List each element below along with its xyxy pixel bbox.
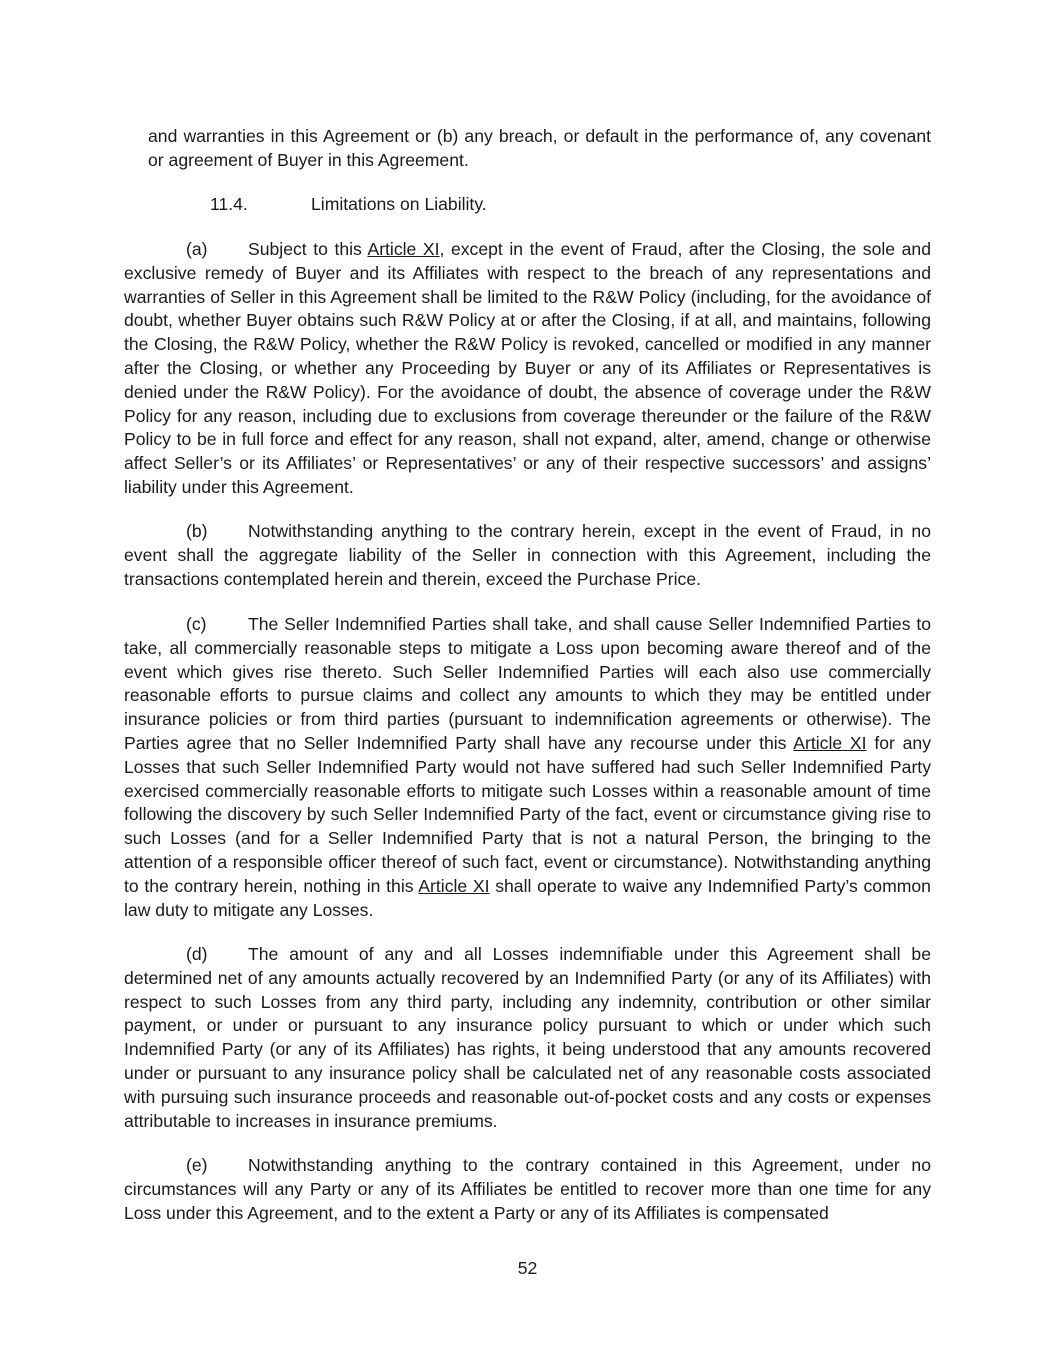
section-title: Limitations on Liability. <box>311 194 487 214</box>
page-number: 52 <box>517 1258 538 1278</box>
section-number: 11.4. <box>210 194 248 214</box>
paragraph-b-label: (b) <box>186 521 208 541</box>
paragraph-d-text: The amount of any and all Losses indemnifiable under this Agreement shall be determined net of any amounts actually recovered by an Indemnified Party (or any of its Affiliates) with respect to such Losses from any third party, including any indemnity, contribution or other similar payment, or under or pursuant to any insurance policy pursuant to which or under which such Indemnified Party (or any of its Affiliates) has rights, it being understood that any amounts recovered under or pursuant to any insurance policy shall be calculated net of any reasonable costs associated with pursuing such insurance proceeds and reasonable out-of-pocket costs and any costs or expenses attributable to increases in insurance premiums. <box>124 944 931 1131</box>
paragraph-e <box>124 1154 931 1225</box>
paragraph-b-text: Notwithstanding anything to the contrary herein, except in the event of Fraud, in no event shall the aggregate liability of the Seller in connection with this Agreement, including the transactions contemplated herein and therein, exceed the Purchase Price. <box>124 521 931 589</box>
paragraph-e-text: Notwithstanding anything to the contrary contained in this Agreement, under no circumstances will any Party or any of its Affiliates be entitled to recover more than one time for any Loss under this Agreement, and to the extent a Party or any of its Affiliates is compensated <box>124 1155 931 1223</box>
article-xi-link[interactable]: Article XI <box>793 732 867 753</box>
paragraph-c <box>124 613 931 922</box>
paragraph-a <box>124 238 931 500</box>
paragraph-b <box>124 520 931 591</box>
paragraph-a-label: (a) <box>186 239 208 259</box>
article-xi-link[interactable]: Article XI <box>367 239 440 259</box>
paragraph-e-label: (e) <box>186 1155 208 1175</box>
paragraph-d-label: (d) <box>186 944 208 964</box>
paragraph-c-text-pre: The Seller Indemnified Parties shall take, and shall cause Seller Indemnified Parties to take, all commercially reasonable steps to mitigate a Loss upon becoming aware thereof and of the event which gives rise thereto. Such Seller Indemnified Parties will each also use commercially reasonable efforts to pursue claims and collect any amounts to which they may be entitled under insurance policies or from third parties (pursuant to indemnification agreements or otherwise). The Parties agree that no Seller Indemnified Party shall have any recourse under this <box>124 614 931 753</box>
paragraph-a-text-post: , except in the event of Fraud, after the Closing, the sole and exclusive remedy of Buyer and its Affiliates with respect to the breach of any representations and warranties of Seller in this Agreement shall be limited to the R&W Policy (including, for the avoidance of doubt, whether Buyer obtains such R&W Policy at or after the Closing, if at all, and maintains, following the Closing, the R&W Policy, whether the R&W Policy is revoked, cancelled or modified in any manner after the Closing, or whether any Proceeding by Buyer or any of its Affiliates or Representatives is denied under the R&W Policy). For the avoidance of doubt, the absence of coverage under the R&W Policy for any reason, including due to exclusions from coverage thereunder or the failure of the R&W Policy to be in full force and effect for any reason, shall not expand, alter, amend, change or otherwise affect Seller’s or its Affiliates’ or Representatives’ or any of their respective successors’ and assigns’ liability under this Agreement. <box>124 239 931 497</box>
paragraph-c-text-mid: for any Losses that such Seller Indemnified Party would not have suffered had such Seller Indemnified Party exercised commercially reasonable efforts to mitigate such Losses within a reasonable amount of time following the discovery by such Seller Indemnified Party of the fact, event or circumstance giving rise to such Losses (and for a Seller Indemnified Party that is not a natural Person, the bringing to the attention of a responsible officer thereof of such fact, event or circumstance). Notwithstanding anything to the contrary herein, nothing in this <box>124 732 931 896</box>
section-heading <box>210 192 487 216</box>
paragraph-c-label: (c) <box>186 614 207 634</box>
article-xi-link[interactable]: Article XI <box>418 875 490 896</box>
continuation-paragraph <box>148 125 931 173</box>
paragraph-d <box>124 943 931 1133</box>
continuation-text: and warranties in this Agreement or (b) any breach, or default in the performance of, any covenant or agreement of Buyer in this Agreement. <box>148 126 931 170</box>
paragraph-a-text-pre: Subject to this <box>248 239 368 259</box>
paragraph-c-text-post: shall operate to waive any Indemnified Party’s common law duty to mitigate any Losses. <box>124 875 931 920</box>
